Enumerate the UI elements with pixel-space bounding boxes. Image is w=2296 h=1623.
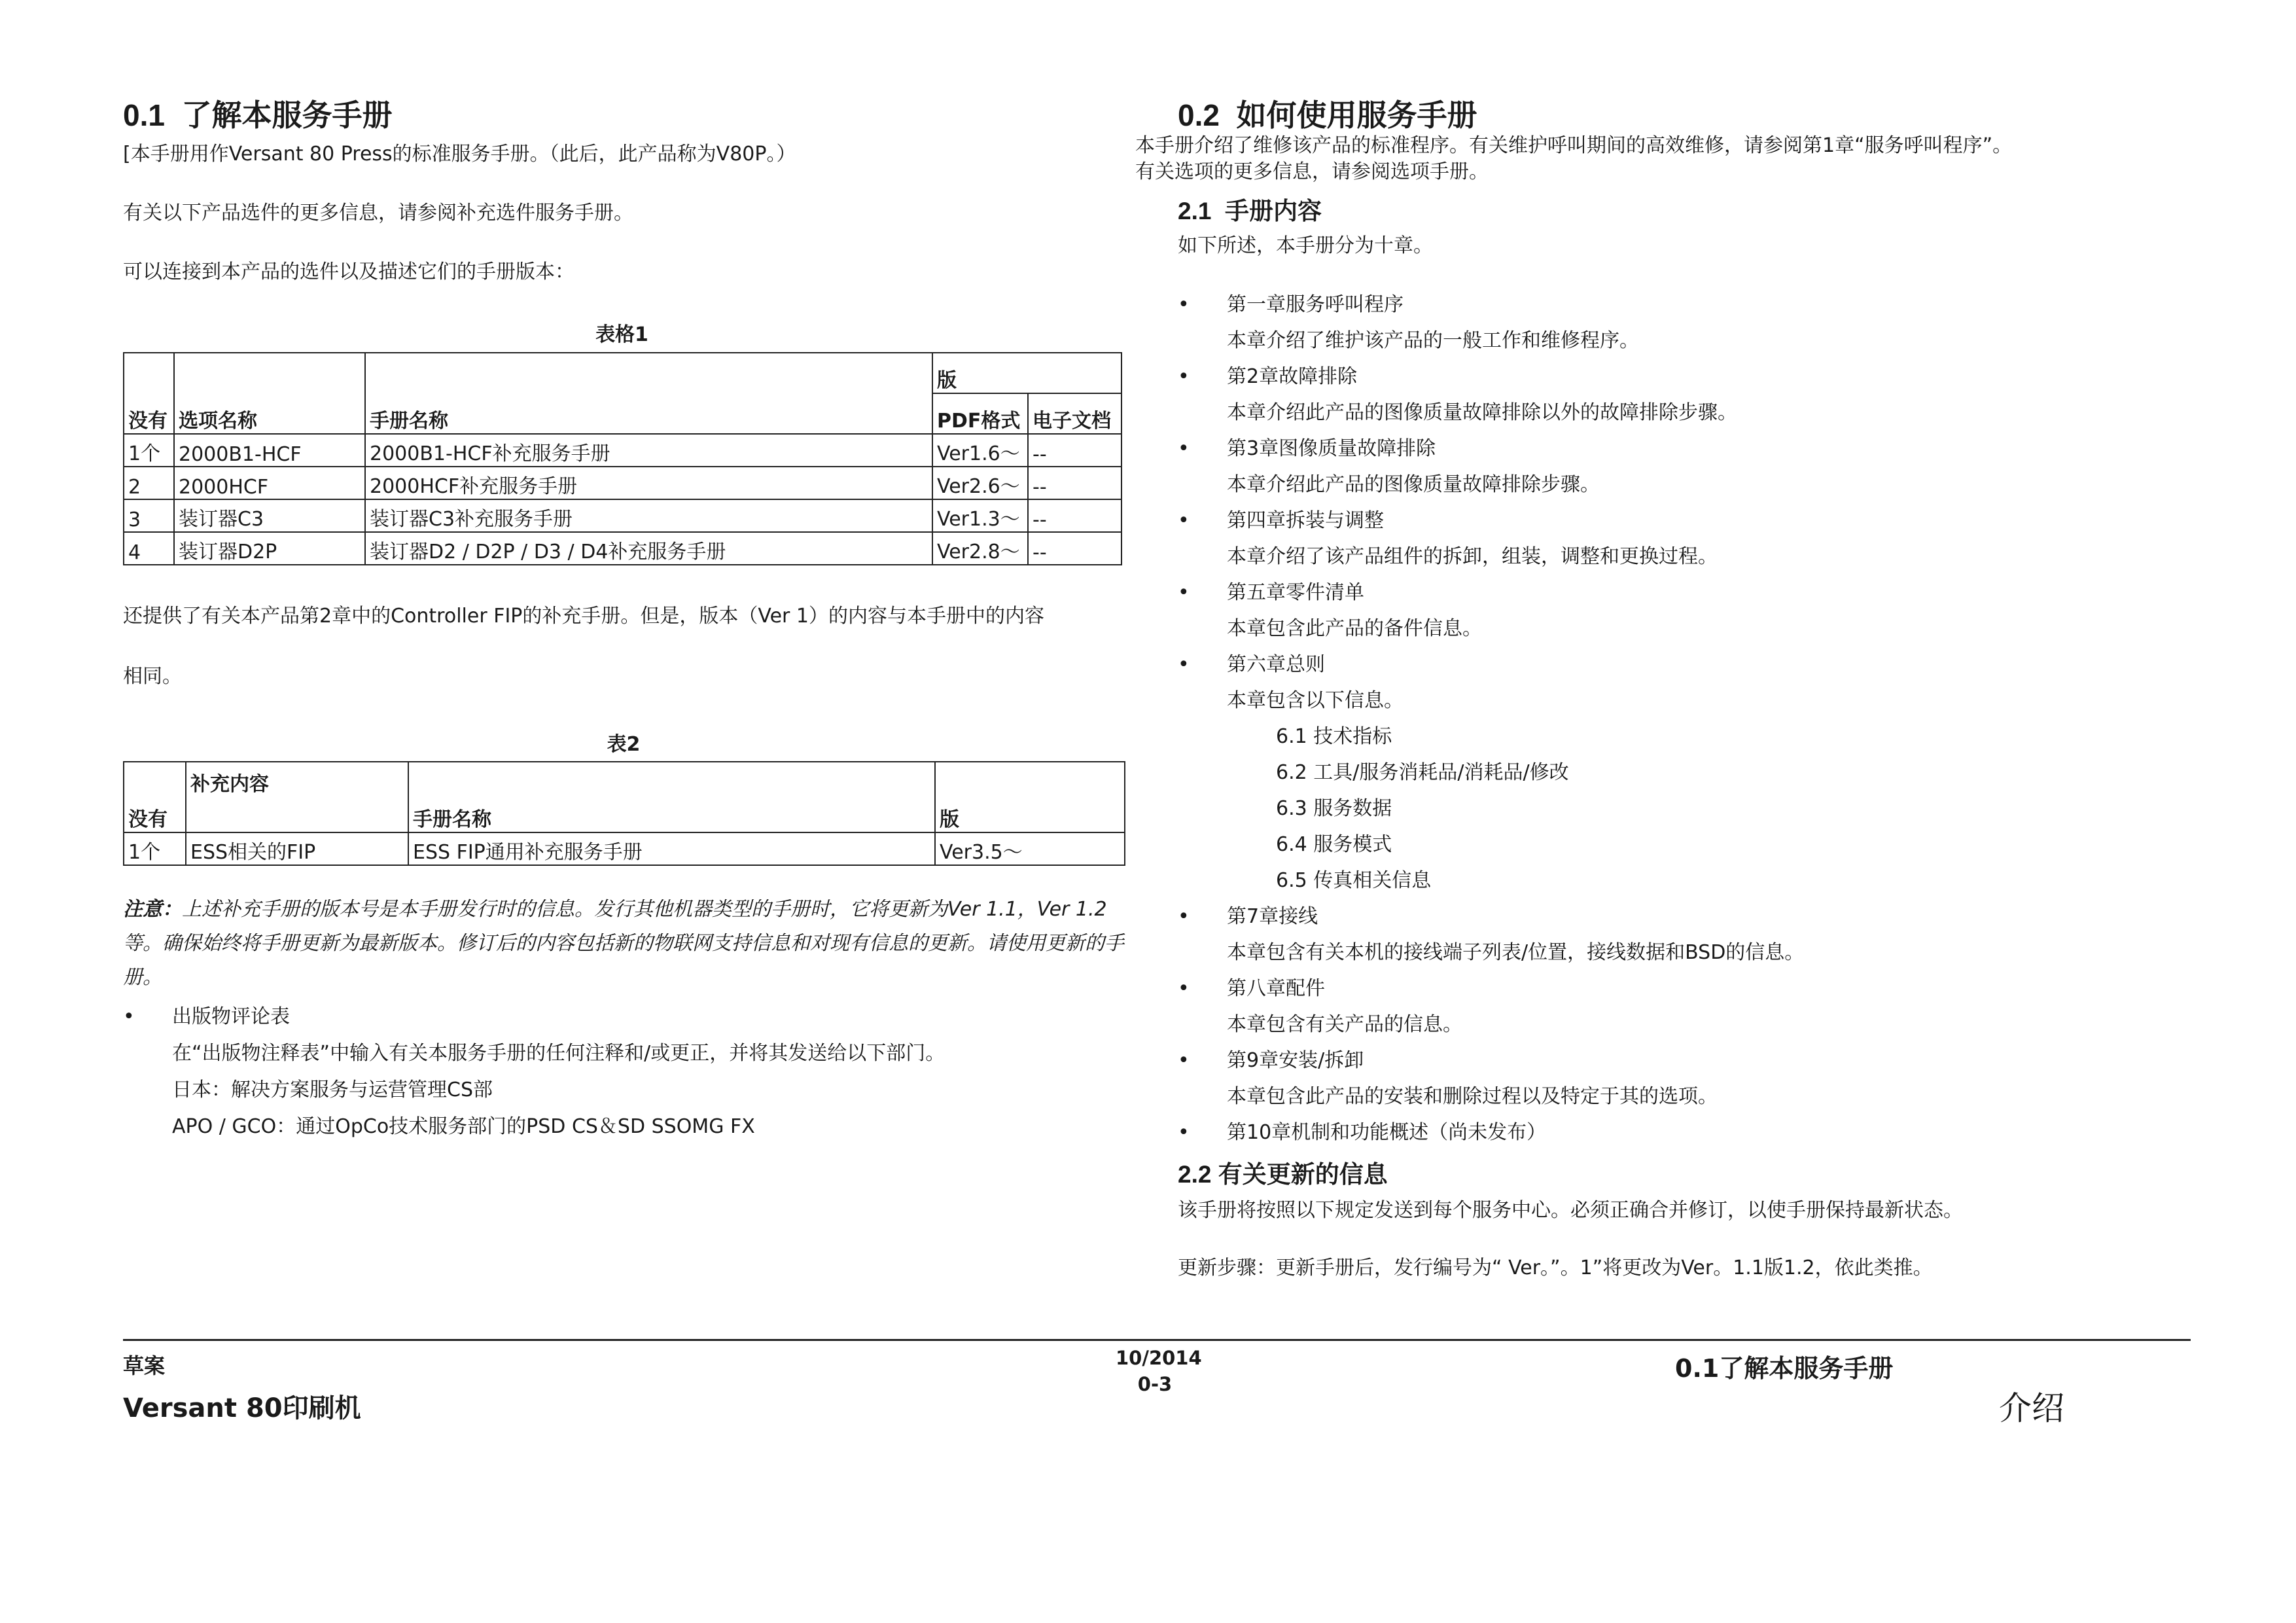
chapter-description: 本章介绍了维护该产品的一般工作和维修程序。: [1227, 329, 1639, 352]
bullet-marker: •: [123, 1005, 135, 1028]
bullet-marker: •: [1178, 1121, 1190, 1144]
chapter6-subitem: 6.4 服务模式: [1276, 833, 1392, 856]
intro-paragraph: [本手册用作Versant 80 Press的标准服务手册。（此后，此产品称为V80P。）: [123, 143, 796, 166]
chapter-description: 本章包含有关产品的信息。: [1227, 1013, 1462, 1036]
heading-text: 了解本服务手册: [181, 98, 393, 132]
feedback-form-line: 日本：解决方案服务与运营管理CS部: [172, 1079, 493, 1101]
versions-paragraph: 可以连接到本产品的选件以及描述它们的手册版本：: [123, 260, 574, 283]
table1-header-option: 选项名称: [174, 353, 365, 434]
chapter-description: 本章介绍此产品的图像质量故障排除以外的故障排除步骤。: [1227, 401, 1737, 424]
note-paragraph: [123, 893, 1137, 995]
chapter6-subitem: 6.3 服务数据: [1276, 797, 1392, 820]
table2-caption: 表2: [607, 733, 641, 756]
chapter-description: 本章包含此产品的安装和删除过程以及特定于其的选项。: [1227, 1085, 1718, 1108]
options-table: [123, 352, 1122, 565]
heading-text: 如何使用服务手册: [1236, 98, 1477, 132]
table-row: 1个 ESS相关的FIP ESS FIP通用补充服务手册 Ver3.5～: [124, 832, 1125, 865]
chapter-title: 第六章总则: [1227, 653, 1325, 676]
chapter-title: 第10章机制和功能概述（尚未发布）: [1227, 1121, 1547, 1144]
bullet-marker: •: [1178, 365, 1190, 388]
chapter6-subitem: 6.5 传真相关信息: [1276, 869, 1432, 892]
heading-number: 0.1: [123, 98, 165, 132]
how-to-use-line2: 有关选项的更多信息，请参阅选项手册。: [1135, 160, 1489, 183]
chapter-title: 第一章服务呼叫程序: [1227, 293, 1404, 316]
heading-number: 0.2: [1178, 98, 1220, 132]
chapter6-subitem: 6.1 技术指标: [1276, 725, 1392, 748]
table-row: 4 装订器D2P 装订器D2 / D2P / D3 / D4补充服务手册 Ver2.8～ --: [124, 532, 1122, 565]
subheading-2-1: 2.1 手册内容: [1178, 198, 1322, 224]
chapter-title: 第八章配件: [1227, 977, 1325, 1000]
subheading-2-2: 2.2 有关更新的信息: [1178, 1161, 1388, 1188]
footer-section-title: 0.1了解本服务手册: [1675, 1354, 1894, 1383]
how-to-use-line1: 本手册介绍了维修该产品的标准程序。有关维护呼叫期间的高效维修，请参阅第1章“服务呼叫程序”。: [1135, 134, 2013, 157]
table1-header-edoc: 电子文档: [1028, 393, 1122, 434]
bullet-marker: •: [1178, 653, 1190, 676]
table2-header-no: 没有: [124, 762, 186, 832]
chapter-title: 第2章故障排除: [1227, 365, 1358, 388]
note-label: 注意：: [123, 898, 182, 921]
note-text: 上述补充手册的版本号是本手册发行时的信息。发行其他机器类型的手册时，它将更新为Ver 1.1，Ver 1.2等。确保始终将手册更新为最新版本。修订后的内容包括新的物联网支持信息和对现有信息的更新。请使用更新的手册。: [123, 898, 1124, 989]
section-heading-0-2: [1178, 92, 1477, 135]
footer-page-number: 0-3: [1137, 1373, 1173, 1395]
chapter-title: 第3章图像质量故障排除: [1227, 437, 1436, 460]
footer-chapter-name: 介绍: [1999, 1389, 2064, 1427]
controller-fip-paragraph-line2: 相同。: [123, 665, 182, 688]
table1-header-pdf: PDF格式: [932, 393, 1028, 434]
bullet-marker: •: [1178, 437, 1190, 460]
table1-caption: 表格1: [595, 323, 648, 346]
controller-fip-paragraph-line1: 还提供了有关本产品第2章中的Controller FIP的补充手册。但是，版本（Ver 1）的内容与本手册中的内容: [123, 605, 1044, 628]
footer-divider: [123, 1339, 2191, 1341]
bullet-marker: •: [1178, 581, 1190, 604]
chapter-description: 本章包含以下信息。: [1227, 689, 1404, 712]
chapter-title: 第五章零件清单: [1227, 581, 1364, 604]
bullet-marker: •: [1178, 905, 1190, 928]
chapter-description: 本章包含此产品的备件信息。: [1227, 617, 1482, 640]
supplement-table: [123, 761, 1125, 866]
feedback-form-line: APO / GCO：通过OpCo技术服务部门的PSD CS＆SD SSOMG FX: [172, 1115, 755, 1138]
table1-header-manual: 手册名称: [365, 353, 932, 434]
bullet-marker: •: [1178, 509, 1190, 532]
bullet-marker: •: [1178, 1049, 1190, 1072]
footer-product: Versant 80印刷机: [123, 1393, 361, 1423]
section-heading-0-1: [123, 92, 393, 135]
chapter-title: 第7章接线: [1227, 905, 1318, 928]
feedback-form-line: 在“出版物注释表”中输入有关本服务手册的任何注释和/或更正，并将其发送给以下部门。: [172, 1042, 945, 1065]
update-steps-paragraph: 更新步骤：更新手册后，发行编号为“ Ver。”。1”将更改为Ver。1.1版1.2，依此类推。: [1178, 1257, 1933, 1279]
chapter-title: 第9章安装/拆卸: [1227, 1049, 1364, 1072]
footer-draft: 草案: [123, 1353, 166, 1378]
bullet-marker: •: [1178, 977, 1190, 1000]
bullet-marker: •: [1178, 293, 1190, 316]
table-row: 1个 2000B1-HCF 2000B1-HCF补充服务手册 Ver1.6～ --: [124, 434, 1122, 467]
chapters-intro: 如下所述，本手册分为十章。: [1178, 234, 1433, 257]
options-paragraph: 有关以下产品选件的更多信息，请参阅补充选件服务手册。: [123, 202, 633, 224]
table1-header-version: 版: [932, 353, 1122, 393]
table-row: 2 2000HCF 2000HCF补充服务手册 Ver2.6～ --: [124, 467, 1122, 499]
footer-date: 10/2014: [1116, 1347, 1202, 1369]
chapter-description: 本章介绍此产品的图像质量故障排除步骤。: [1227, 473, 1600, 496]
table-row: 3 装订器C3 装订器C3补充服务手册 Ver1.3～ --: [124, 499, 1122, 532]
chapter-description: 本章包含有关本机的接线端子列表/位置，接线数据和BSD的信息。: [1227, 941, 1805, 964]
table2-header-manual: 手册名称: [408, 762, 935, 832]
update-info-paragraph: 该手册将按照以下规定发送到每个服务中心。必须正确合并修订，以使手册保持最新状态。: [1178, 1199, 1963, 1222]
table1-header-no: 没有: [124, 353, 174, 434]
chapter-title: 第四章拆装与调整: [1227, 509, 1384, 532]
chapter6-subitem: 6.2 工具/服务消耗品/消耗品/修改: [1276, 761, 1569, 784]
table2-header-version: 版: [935, 762, 1125, 832]
table2-header-content: 补充内容: [186, 762, 408, 832]
feedback-form-title: 出版物评论表: [172, 1005, 290, 1028]
chapter-description: 本章介绍了该产品组件的拆卸，组装，调整和更换过程。: [1227, 545, 1718, 568]
